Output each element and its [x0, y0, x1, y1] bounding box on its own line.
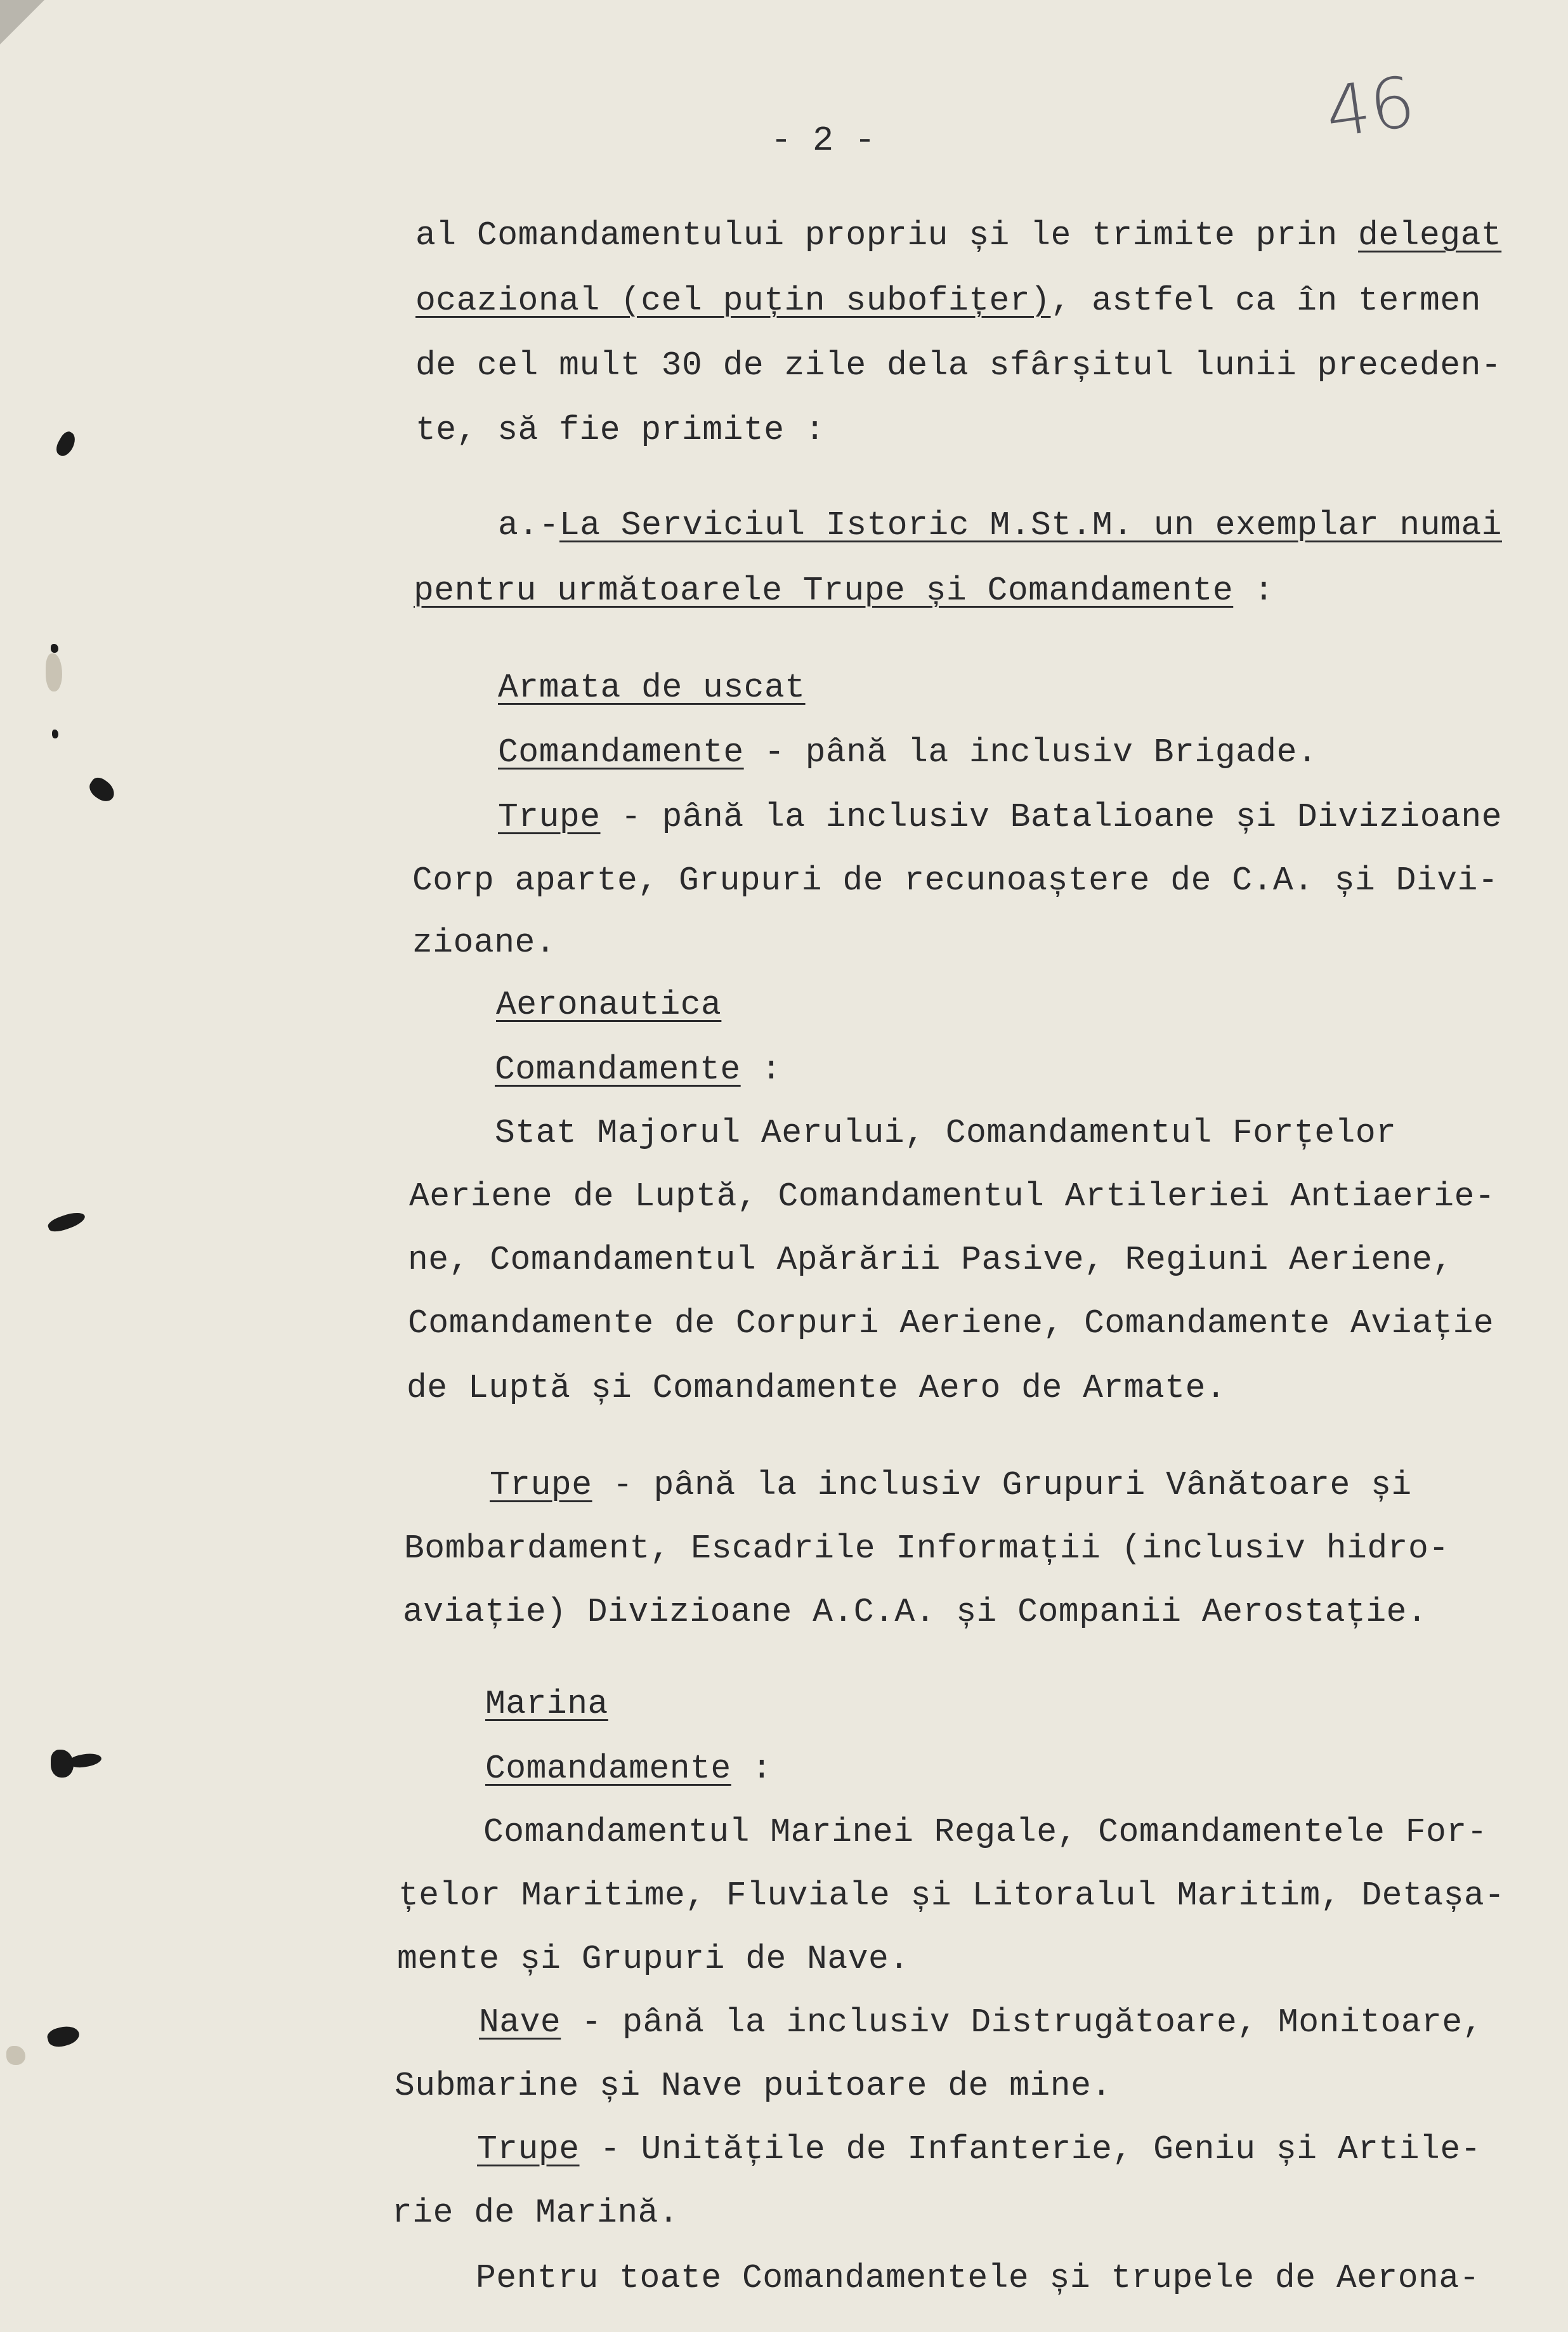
section-heading-marina: Marina: [485, 1685, 608, 1723]
text-line: Submarine și Nave puitoare de mine.: [395, 2067, 1112, 2105]
text-line: zioane.: [412, 924, 556, 962]
binding-hole-mark: [46, 2023, 81, 2050]
section-heading-armata: Armata de uscat: [498, 669, 806, 707]
binding-hole-mark: [53, 429, 79, 459]
text-line: al Comandamentului propriu și le trimite prin delegat: [415, 216, 1502, 254]
text-line: a.-La Serviciul Istoric M.St.M. un exemplar numai: [498, 506, 1502, 544]
text-line: pentru următoarele Trupe și Comandamente :: [414, 572, 1274, 610]
text-line: Comandamente :: [485, 1750, 773, 1788]
text-line: Corp aparte, Grupuri de recunoaștere de C.A. și Divi-: [412, 861, 1499, 900]
binding-hole-mark: [6, 2046, 25, 2065]
text-line: Comandamente de Corpuri Aeriene, Comandamente Aviație: [408, 1304, 1494, 1342]
binding-hole-mark: [86, 775, 119, 806]
binding-hole-mark: [51, 644, 58, 653]
text-line: te, să fie primite :: [415, 411, 826, 449]
binding-hole-mark: [52, 730, 58, 738]
text-line: Aeriene de Luptă, Comandamentul Artileriei Antiaerie-: [409, 1177, 1496, 1215]
text-line: mente și Grupuri de Nave.: [397, 1940, 910, 1978]
section-heading-aeronautica: Aeronautica: [496, 986, 722, 1024]
binding-hole-mark: [46, 653, 62, 691]
page-number: - 2 -: [771, 121, 876, 160]
text-line: Comandamente - până la inclusiv Brigade.: [498, 733, 1318, 771]
text-line: Bombardament, Escadrile Informații (inclusiv hidro-: [404, 1530, 1449, 1568]
handwritten-folio-number: 46: [1320, 60, 1420, 154]
text-line: Comandamente :: [495, 1051, 782, 1089]
text-line: Trupe - până la inclusiv Batalioane și Divizioane: [498, 798, 1502, 836]
binding-hole-mark: [69, 1752, 103, 1769]
text-line: ocazional (cel puțin subofițer), astfel ca în termen: [415, 282, 1481, 320]
binding-hole-mark: [46, 1209, 87, 1235]
text-line: rie de Marină.: [392, 2194, 679, 2232]
text-line: ne, Comandamentul Apărării Pasive, Regiuni Aeriene,: [408, 1241, 1453, 1279]
text-line: Comandamentul Marinei Regale, Comandamentele For-: [483, 1813, 1487, 1851]
text-line: Trupe - Unitățile de Infanterie, Geniu și Artile-: [477, 2130, 1481, 2168]
text-line: aviație) Divizioane A.C.A. și Companii Aerostație.: [403, 1593, 1428, 1631]
text-line: Trupe - până la inclusiv Grupuri Vânătoare și: [490, 1466, 1412, 1504]
text-line: de cel mult 30 de zile dela sfârșitul lunii preceden-: [415, 346, 1502, 384]
text-line: Pentru toate Comandamentele și trupele de Aerona-: [476, 2259, 1480, 2297]
text-line: Nave - până la inclusiv Distrugătoare, Monitoare,: [479, 2003, 1483, 2041]
text-line: țelor Maritime, Fluviale și Litoralul Maritim, Detașa-: [398, 1877, 1505, 1915]
text-line: Stat Majorul Aerului, Comandamentul Forțelor: [495, 1114, 1397, 1152]
folded-corner: [0, 0, 44, 44]
text-line: de Luptă și Comandamente Aero de Armate.: [407, 1369, 1227, 1407]
